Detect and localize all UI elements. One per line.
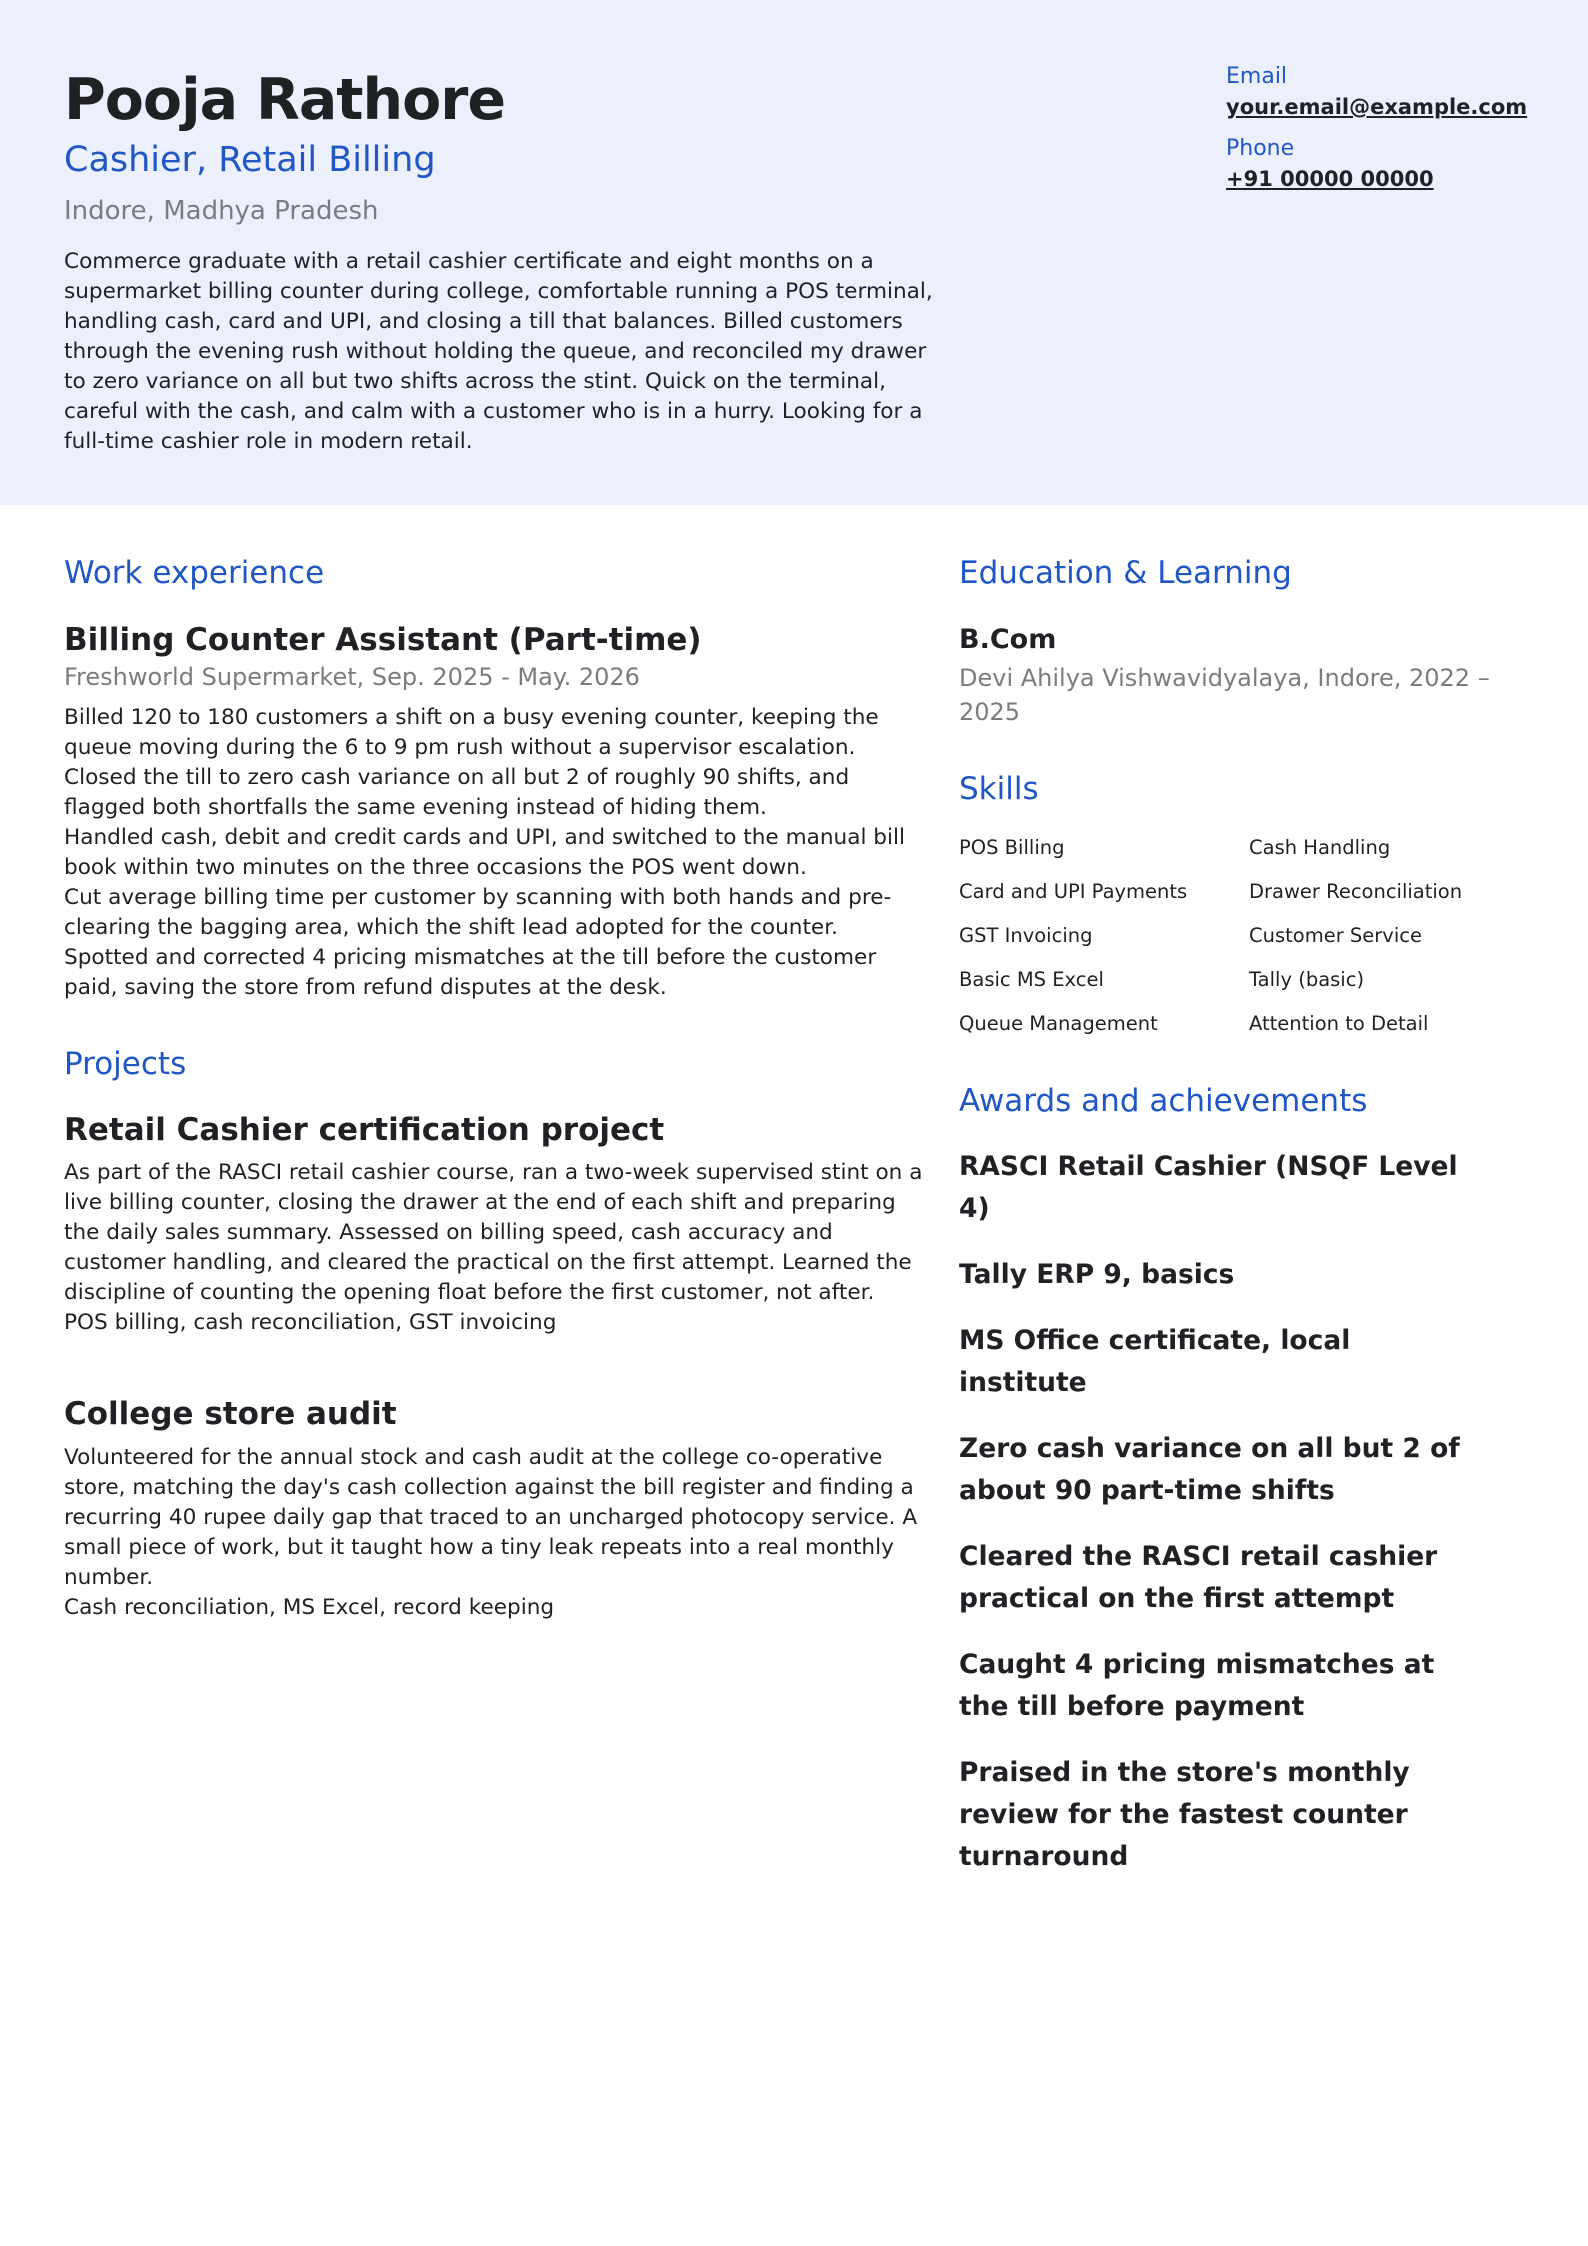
skill-item: Queue Management — [959, 1012, 1158, 1035]
skill-item: Tally (basic) — [1249, 968, 1365, 991]
award-item: Caught 4 pricing mismatches at the till before payment — [959, 1649, 1435, 1722]
job-bullets — [64, 703, 924, 1003]
award-item: Tally ERP 9, basics — [959, 1259, 1235, 1290]
email-label: Email — [1226, 64, 1288, 89]
skills-heading: Skills — [959, 771, 1039, 807]
skill-item: Drawer Reconciliation — [1249, 880, 1463, 903]
degree: B.Com — [959, 624, 1057, 655]
awards-list — [959, 1146, 1479, 1902]
skill-item: Cash Handling — [1249, 836, 1391, 859]
skill-item: Customer Service — [1249, 924, 1422, 947]
list-item: Cut average billing time per customer by scanning with both hands and pre-clearing the bagging area, which the shift lead adopted for the counter. — [64, 885, 892, 940]
institution: Devi Ahilya Vishwavidyalaya, Indore, 2022 – 2025 — [959, 664, 1490, 726]
work-experience-heading: Work experience — [64, 555, 325, 591]
skill-item: Attention to Detail — [1249, 1012, 1429, 1035]
skill-item: Basic MS Excel — [959, 968, 1104, 991]
list-item: Handled cash, debit and credit cards and UPI, and switched to the manual bill book within two minutes on the three occasions the POS went down. — [64, 825, 906, 880]
award-item: Praised in the store's monthly review for the fastest counter turnaround — [959, 1757, 1410, 1872]
email-link[interactable]: your.email@example.com — [1226, 95, 1528, 119]
phone-link[interactable]: +91 00000 00000 — [1226, 167, 1434, 191]
project-body — [64, 1158, 924, 1338]
job-title: Billing Counter Assistant (Part-time) — [64, 622, 702, 658]
project-body — [64, 1443, 934, 1623]
awards-heading: Awards and achievements — [959, 1083, 1368, 1119]
phone-label: Phone — [1226, 136, 1295, 161]
candidate-location: Indore, Madhya Pradesh — [64, 196, 379, 226]
skill-item: GST Invoicing — [959, 924, 1093, 947]
project-skills: Cash reconciliation, MS Excel, record keeping — [64, 1595, 555, 1620]
job-meta: Freshworld Supermarket, Sep. 2025 - May. 2026 — [64, 663, 640, 691]
education-heading: Education & Learning — [959, 555, 1292, 591]
award-item: MS Office certificate, local institute — [959, 1325, 1351, 1398]
profile-summary: Commerce graduate with a retail cashier certificate and eight months on a supermarket billing counter during college, comfortable running a POS terminal, handling cash, card and UPI, and closing a till that balances. Billed customers through the evening rush without holding the queue, and reconciled my drawer to zero variance on all but two shifts across the stint. Quick on the terminal, careful with the cash, and calm with a customer who is in a hurry. Looking for a full-time cashier role in modern retail. — [64, 249, 933, 454]
skill-item: Card and UPI Payments — [959, 880, 1188, 903]
award-item: Cleared the RASCI retail cashier practical on the first attempt — [959, 1541, 1438, 1614]
project-title: Retail Cashier certification project — [64, 1112, 665, 1148]
project-description: As part of the RASCI retail cashier course, ran a two-week supervised stint on a live billing counter, closing the drawer at the end of each shift and preparing the daily sales summary. Assessed on billing speed, cash accuracy and customer handling, and cleared the practical on the first attempt. Learned the discipline of counting the opening float before the first customer, not after. — [64, 1160, 923, 1305]
list-item: Spotted and corrected 4 pricing mismatches at the till before the customer paid, saving the store from refund disputes at the desk. — [64, 945, 877, 1000]
project-skills: POS billing, cash reconciliation, GST invoicing — [64, 1310, 557, 1335]
skills-grid — [959, 833, 1539, 1053]
list-item: Billed 120 to 180 customers a shift on a busy evening counter, keeping the queue moving during the 6 to 9 pm rush without a supervisor escalation. — [64, 705, 879, 760]
candidate-name: Pooja Rathore — [64, 67, 506, 133]
skill-item: POS Billing — [959, 836, 1065, 859]
list-item: Closed the till to zero cash variance on all but 2 of roughly 90 shifts, and flagged both shortfalls the same evening instead of hiding them. — [64, 765, 850, 820]
award-item: Zero cash variance on all but 2 of about 90 part-time shifts — [959, 1433, 1460, 1506]
project-description: Volunteered for the annual stock and cash audit at the college co-operative store, matching the day's cash collection against the bill register and finding a recurring 40 rupee daily gap that traced to an uncharged photocopy service. A small piece of work, but it taught how a tiny leak repeats into a real monthly number. — [64, 1445, 918, 1590]
resume-header — [0, 0, 1588, 505]
project-title: College store audit — [64, 1396, 397, 1432]
phone-block — [1226, 134, 1566, 194]
award-item: RASCI Retail Cashier (NSQF Level 4) — [959, 1151, 1458, 1224]
candidate-role: Cashier, Retail Billing — [64, 140, 436, 180]
email-block — [1226, 62, 1566, 122]
projects-heading: Projects — [64, 1046, 187, 1082]
